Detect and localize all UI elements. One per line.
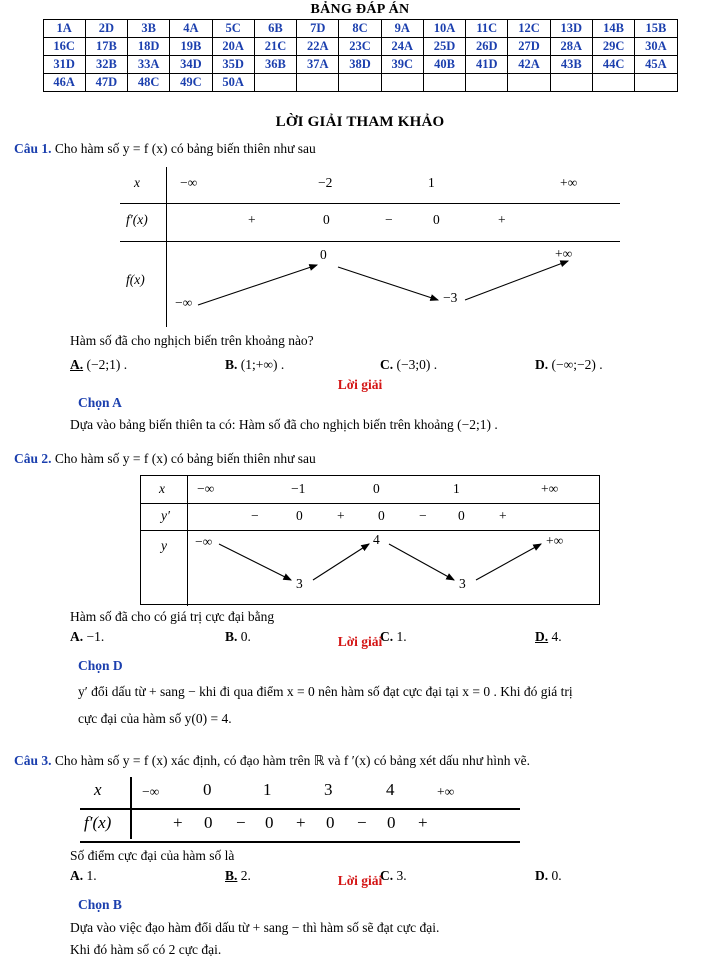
- answer-cell: 25D: [423, 38, 465, 56]
- x-value: −1: [291, 481, 306, 496]
- option-b-text: 2.: [240, 867, 251, 883]
- option-b-text: (1;+∞) .: [240, 356, 285, 372]
- chosen-answer: Chọn B: [78, 896, 122, 912]
- row-label-y: y: [161, 538, 167, 553]
- answer-cell-empty: [423, 74, 465, 92]
- sign: 0: [265, 813, 274, 832]
- x-value: 1: [453, 481, 460, 496]
- answer-cell: 36B: [254, 56, 296, 74]
- option-a-key: A.: [70, 867, 84, 883]
- answer-cell: 32B: [85, 56, 127, 74]
- answer-cell: 40B: [423, 56, 465, 74]
- option-b[interactable]: [225, 357, 380, 373]
- question-1-options: [70, 357, 720, 373]
- answer-cell: 14B: [592, 20, 634, 38]
- sign: 0: [326, 813, 335, 832]
- question-1-label: Câu 1.: [14, 141, 52, 156]
- question-3-label: Câu 3.: [14, 752, 52, 768]
- x-value: +∞: [560, 175, 578, 191]
- question-2-explanation-2: cực đại của hàm số y(0) = 4.: [78, 710, 232, 726]
- sign: +: [337, 508, 345, 523]
- answer-cell: 24A: [381, 38, 423, 56]
- page-title: LỜI GIẢI THAM KHẢO: [275, 114, 445, 130]
- answer-cell: 12C: [508, 20, 550, 38]
- question-3-explanation-1: Dựa vào việc đạo hàm đổi dấu từ + sang − thì hàm số sẽ đạt cực đại.: [70, 919, 440, 935]
- option-a[interactable]: [70, 629, 225, 645]
- table-row: [43, 74, 677, 92]
- answer-cell: 35D: [212, 56, 254, 74]
- document-page: [0, 2, 720, 980]
- option-c-key: C.: [380, 356, 394, 372]
- option-c[interactable]: [380, 357, 535, 373]
- answer-cell: 5C: [212, 20, 254, 38]
- answer-cell: 9A: [381, 20, 423, 38]
- option-d-text: 0.: [551, 867, 562, 883]
- y-value: +∞: [546, 533, 564, 548]
- question-2-stem-line: [14, 449, 720, 469]
- option-a[interactable]: [70, 868, 225, 884]
- x-value: 0: [203, 780, 212, 799]
- option-b-key: B.: [225, 629, 238, 645]
- solution-header: Lời giải: [337, 634, 383, 650]
- option-a[interactable]: [70, 357, 225, 373]
- x-value: −∞: [180, 175, 198, 191]
- variation-table-2: [140, 475, 600, 605]
- answer-cell: 27D: [508, 38, 550, 56]
- sign: 0: [296, 508, 303, 523]
- answer-cell: 30A: [635, 38, 677, 56]
- answer-cell: 7D: [297, 20, 339, 38]
- answer-cell: 13D: [550, 20, 592, 38]
- answer-cell-empty: [550, 74, 592, 92]
- answer-cell: 41D: [466, 56, 508, 74]
- option-d-key: D.: [535, 867, 549, 883]
- question-2-explanation-1: y′ đổi dấu từ + sang − khi đi qua điểm x = 0 nên hàm số đạt cực đại tại x = 0 . Khi đó giá trị: [78, 684, 573, 700]
- answer-key-table: [43, 19, 678, 92]
- variation-arrows-1: [120, 167, 620, 327]
- sign: −: [385, 212, 393, 228]
- answer-cell: 15B: [635, 20, 677, 38]
- question-1-stem: Cho hàm số y = f (x) có bảng biến thiên như sau: [54, 141, 316, 156]
- answer-cell: 29C: [592, 38, 634, 56]
- sign-table-bottom-rule: [80, 841, 520, 843]
- option-d-key: D.: [535, 629, 549, 645]
- sign: +: [498, 212, 506, 228]
- option-c[interactable]: [380, 629, 535, 645]
- option-a-text: (−2;1) .: [86, 356, 128, 372]
- question-3-ask: Số điểm cực đại của hàm số là: [70, 847, 235, 863]
- answer-cell: 21C: [254, 38, 296, 56]
- answer-cell: 33A: [128, 56, 170, 74]
- row-label-fprime: f′(x): [126, 212, 148, 228]
- answer-cell: 18D: [128, 38, 170, 56]
- answer-cell: 45A: [635, 56, 677, 74]
- answer-cell: 31D: [43, 56, 85, 74]
- question-3-stem-line: [14, 751, 720, 771]
- row-label-yprime: y′: [161, 508, 170, 523]
- answer-cell-empty: [339, 74, 381, 92]
- answer-cell-empty: [508, 74, 550, 92]
- option-d-text: (−∞;−2) .: [551, 356, 603, 372]
- sign-table-3: [80, 777, 520, 839]
- question-1-explanation: Dựa vào bảng biến thiên ta có: Hàm số đã cho nghịch biến trên khoảng (−2;1) .: [70, 416, 498, 432]
- f-value: −3: [443, 290, 458, 306]
- sign: +: [418, 813, 428, 832]
- answer-cell-empty: [297, 74, 339, 92]
- y-value: −∞: [195, 534, 213, 549]
- answer-cell: 42A: [508, 56, 550, 74]
- answer-cell: 37A: [297, 56, 339, 74]
- answer-cell: 49C: [170, 74, 212, 92]
- answer-cell: 34D: [170, 56, 212, 74]
- x-value: −2: [318, 175, 333, 191]
- question-2-stem: Cho hàm số y = f (x) có bảng biến thiên như sau: [54, 450, 316, 466]
- y-value: 4: [373, 532, 380, 547]
- arrow-up: [465, 261, 568, 300]
- variation-table-1: [120, 167, 620, 327]
- sign: −: [236, 813, 246, 832]
- x-value: −∞: [197, 481, 215, 496]
- chosen-answer: Chọn D: [78, 658, 123, 674]
- arrow-up: [313, 544, 369, 580]
- option-c-text: 3.: [396, 867, 407, 883]
- row-label-x: x: [159, 481, 165, 496]
- answer-cell-empty: [254, 74, 296, 92]
- arrow-up: [476, 544, 541, 580]
- sign: −: [251, 508, 259, 523]
- question-2-label: Câu 2.: [14, 450, 52, 466]
- answer-cell: 1A: [43, 20, 85, 38]
- option-a-text: 1.: [86, 867, 97, 883]
- option-a-key: A.: [70, 356, 84, 372]
- chosen-answer: Chọn A: [78, 394, 122, 410]
- answer-cell: 8C: [339, 20, 381, 38]
- x-value: +∞: [437, 784, 455, 799]
- answer-cell-empty: [466, 74, 508, 92]
- x-value: 1: [428, 175, 435, 191]
- answer-cell: 26D: [466, 38, 508, 56]
- answer-cell: 47D: [85, 74, 127, 92]
- x-value: 3: [324, 780, 333, 799]
- option-c-key: C.: [380, 629, 394, 645]
- table-horizontal-rule: [80, 808, 520, 810]
- question-1-stem-line: [14, 139, 720, 159]
- arrow-down: [389, 544, 454, 580]
- answer-cell: 16C: [43, 38, 85, 56]
- sign: +: [248, 212, 256, 228]
- answer-cell: 48C: [128, 74, 170, 92]
- answer-cell: 50A: [212, 74, 254, 92]
- f-value: −∞: [175, 295, 193, 311]
- option-d[interactable]: [535, 357, 690, 373]
- answer-cell: 3B: [128, 20, 170, 38]
- question-2-options: [70, 629, 720, 645]
- solution-header: Lời giải: [337, 376, 383, 392]
- answer-cell: 6B: [254, 20, 296, 38]
- option-c-key: C.: [380, 867, 394, 883]
- y-value: 3: [296, 576, 303, 591]
- answer-cell-empty: [381, 74, 423, 92]
- row-label-fprime: f′(x): [84, 813, 112, 832]
- answer-cell: 39C: [381, 56, 423, 74]
- sign: +: [296, 813, 306, 832]
- option-a-key: A.: [70, 629, 84, 645]
- sign: 0: [204, 813, 213, 832]
- sign: +: [173, 813, 183, 832]
- sign: 0: [458, 508, 465, 523]
- answer-cell: 22A: [297, 38, 339, 56]
- x-value: 4: [386, 780, 395, 799]
- sign: −: [419, 508, 427, 523]
- answer-cell-empty: [592, 74, 634, 92]
- question-1-ask: Hàm số đã cho nghịch biến trên khoảng nào?: [70, 333, 314, 349]
- row-label-f: f(x): [126, 272, 145, 288]
- option-b-text: 0.: [240, 629, 251, 645]
- option-a-text: −1.: [86, 629, 105, 645]
- option-d[interactable]: [535, 629, 690, 645]
- row-label-x: x: [134, 175, 140, 191]
- variation-arrows-2: [141, 476, 599, 606]
- f-value: +∞: [555, 246, 573, 262]
- answer-cell: 43B: [550, 56, 592, 74]
- question-3-stem: Cho hàm số y = f (x) xác định, có đạo hàm trên ℝ và f ′(x) có bảng xét dấu như hình vẽ.: [54, 752, 530, 768]
- answer-cell: 10A: [423, 20, 465, 38]
- option-d-text: 4.: [551, 629, 562, 645]
- answer-cell: 4A: [170, 20, 212, 38]
- option-b-key: B.: [225, 867, 238, 883]
- sign: 0: [433, 212, 440, 228]
- table-row: [43, 38, 677, 56]
- option-c[interactable]: [380, 868, 535, 884]
- f-value: 0: [320, 247, 327, 263]
- solution-header: Lời giải: [337, 872, 383, 888]
- option-d-key: D.: [535, 356, 549, 372]
- answer-cell: 23C: [339, 38, 381, 56]
- answer-cell: 38D: [339, 56, 381, 74]
- answer-cell: 46A: [43, 74, 85, 92]
- option-c-text: 1.: [396, 629, 407, 645]
- arrow-down: [338, 267, 438, 300]
- answer-cell: 2D: [85, 20, 127, 38]
- table-row: [43, 20, 677, 38]
- question-3-explanation-2: Khi đó hàm số có 2 cực đại.: [70, 942, 222, 957]
- answer-key-title: BẢNG ĐÁP ÁN: [310, 2, 410, 17]
- x-value: −∞: [142, 784, 160, 799]
- arrow-up: [198, 265, 317, 305]
- answer-cell: 11C: [466, 20, 508, 38]
- answer-cell-empty: [635, 74, 677, 92]
- sign: +: [499, 508, 507, 523]
- question-2-ask: Hàm số đã cho có giá trị cực đại bằng: [70, 609, 275, 624]
- x-value: 1: [263, 780, 272, 799]
- answer-cell: 17B: [85, 38, 127, 56]
- sign: −: [357, 813, 367, 832]
- answer-cell: 20A: [212, 38, 254, 56]
- y-value: 3: [459, 576, 466, 591]
- table-row: [43, 56, 677, 74]
- answer-cell: 28A: [550, 38, 592, 56]
- sign: 0: [323, 212, 330, 228]
- option-d[interactable]: [535, 868, 690, 884]
- option-c-text: (−3;0) .: [396, 356, 438, 372]
- x-value: 0: [373, 481, 380, 496]
- question-3-options: [70, 868, 720, 884]
- answer-cell: 44C: [592, 56, 634, 74]
- answer-cell: 19B: [170, 38, 212, 56]
- sign: 0: [387, 813, 396, 832]
- row-label-x: x: [94, 780, 102, 799]
- x-value: +∞: [541, 481, 559, 496]
- sign: 0: [378, 508, 385, 523]
- option-b-key: B.: [225, 356, 238, 372]
- arrow-down: [219, 544, 291, 580]
